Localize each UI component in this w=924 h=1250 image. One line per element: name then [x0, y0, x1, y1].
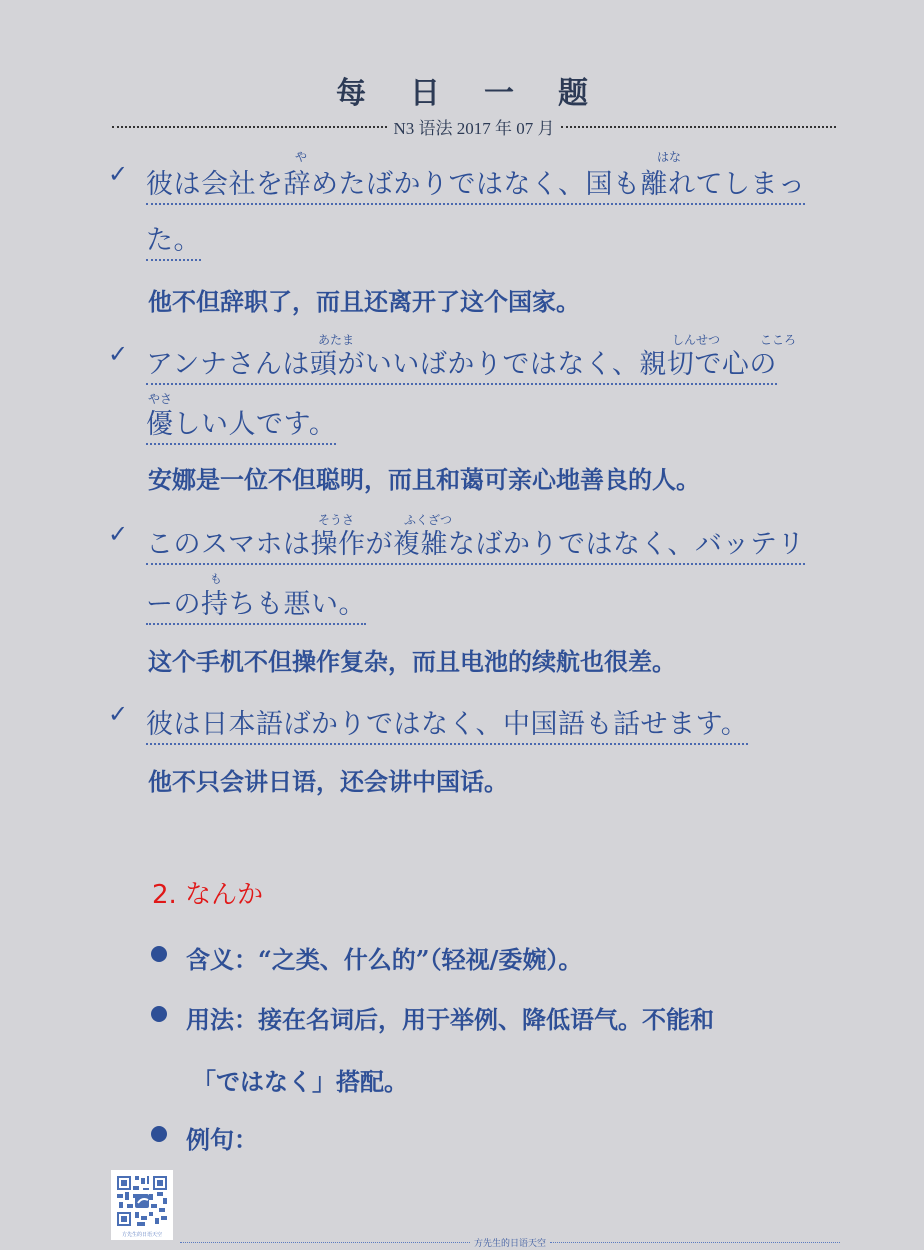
example-jp-line: アンナさんは頭がいいばかりではなく、親切で心の	[146, 342, 777, 385]
dotted-divider-right	[561, 126, 836, 128]
section-heading: 2. なんか	[152, 880, 264, 910]
furigana: はな	[657, 150, 682, 164]
bullet-meaning: 含义：“之类、什么的”（轻视/委婉）。	[186, 945, 583, 974]
example-translation: 这个手机不但操作复杂，而且电池的续航也很差。	[148, 647, 676, 676]
page-subtitle: N3 语法 2017 年 07 月	[393, 119, 555, 138]
furigana: ふくざつ	[404, 513, 453, 527]
checkmark-icon: ✓	[108, 700, 129, 728]
example-jp-line: 彼は日本語ばかりではなく、中国語も話せます。	[146, 702, 748, 745]
bullet-usage-continued: 「ではなく」搭配。	[192, 1067, 408, 1096]
checkmark-icon: ✓	[108, 340, 129, 368]
qr-caption: 方先生的日语天空	[121, 1232, 162, 1238]
bullet-usage: 用法：接在名词后，用于举例、降低语气。不能和	[186, 1005, 714, 1034]
furigana: そうさ	[318, 513, 355, 527]
example-translation: 安娜是一位不但聪明，而且和蔼可亲心地善良的人。	[148, 465, 700, 494]
checkmark-icon: ✓	[108, 160, 129, 188]
furigana: あたま	[318, 333, 355, 347]
bullet-dot-icon	[151, 1006, 167, 1022]
example-jp-line: ーの持ちも悪い。	[146, 582, 366, 625]
bullet-examples-label: 例句：	[186, 1125, 258, 1154]
example-jp-line: た。	[146, 218, 201, 261]
furigana: こころ	[760, 333, 797, 347]
subtitle-row	[112, 114, 836, 139]
footer-divider-right	[550, 1242, 840, 1243]
furigana: やさ	[148, 392, 173, 406]
example-jp-line: 優しい人です。	[146, 402, 336, 445]
example-jp-line: 彼は会社を辞めたばかりではなく、国も離れてしまっ	[146, 162, 805, 205]
footer	[180, 1236, 840, 1249]
example-translation: 他不但辞职了，而且还离开了这个国家。	[148, 287, 580, 316]
bullet-dot-icon	[151, 946, 167, 962]
qr-code-icon	[115, 1174, 169, 1228]
page-title: 每日一题	[336, 76, 632, 111]
example-translation: 他不只会讲日语，还会讲中国话。	[148, 767, 508, 796]
dotted-divider-left	[112, 126, 387, 128]
furigana: しんせつ	[672, 333, 721, 347]
example-jp-line: このスマホは操作が複雑なばかりではなく、バッテリ	[146, 522, 805, 565]
checkmark-icon: ✓	[108, 520, 129, 548]
footer-divider-left	[180, 1242, 470, 1243]
qr-code	[111, 1170, 173, 1240]
footer-text: 方先生的日语天空	[474, 1239, 547, 1249]
furigana: も	[210, 572, 223, 586]
furigana: や	[295, 150, 308, 164]
bullet-dot-icon	[151, 1126, 167, 1142]
